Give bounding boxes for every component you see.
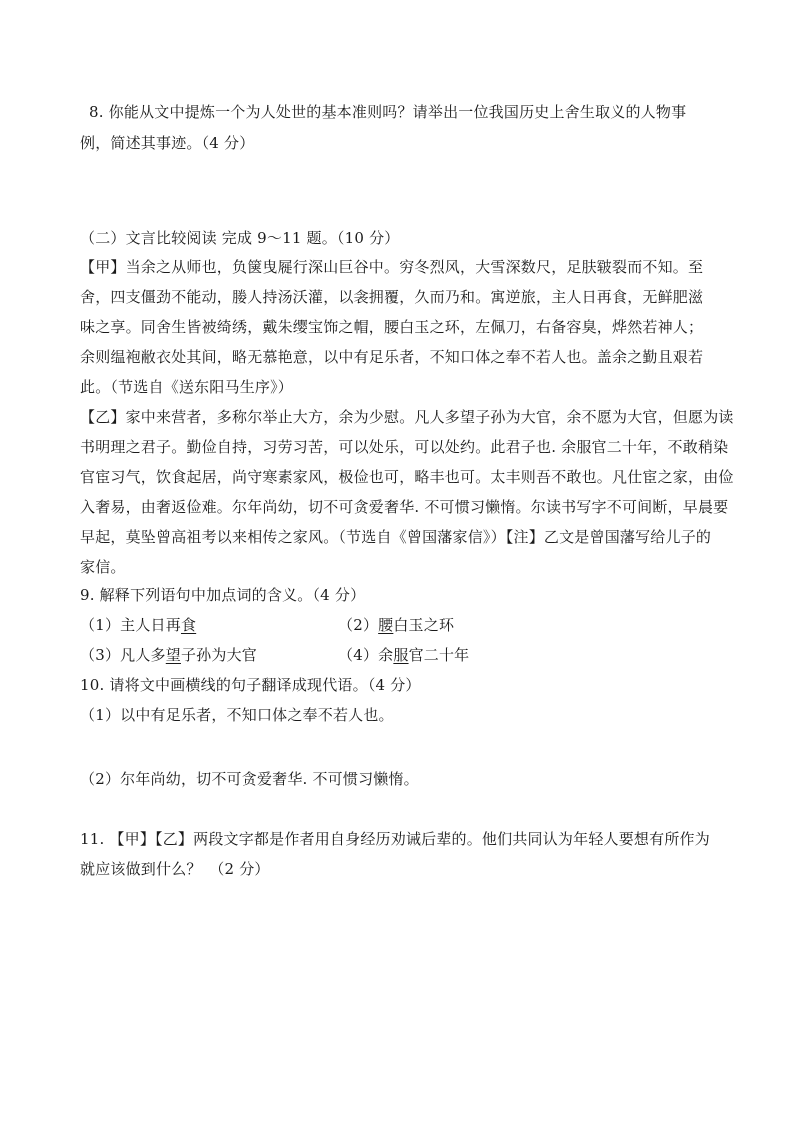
- passage-yi-line: 书明理之君子。勤俭自持，习劳习苦，可以处乐，可以处约。此君子也. 余服官二十年，不敢稍染: [80, 438, 729, 456]
- q9-item-post: 官二十年: [408, 646, 470, 664]
- q9-item-pre: 主人日再: [120, 616, 181, 634]
- section-heading: （二）文言比较阅读 完成 9～11 题。（10 分）: [80, 229, 400, 247]
- q9-key-word: 食: [180, 616, 197, 634]
- q9-row-2: [80, 644, 720, 666]
- q9-stem: 9. 解释下列语句中加点词的含义。（4 分）: [80, 586, 366, 604]
- passage-yi-line: 入奢易，由奢返俭难。尔年尚幼，切不可贪爱奢华. 不可惯习懒惰。尔读书写字不可间断，早晨要: [80, 498, 729, 516]
- q9-item-post: 白玉之环: [393, 616, 455, 634]
- q9-item-3: [80, 646, 257, 664]
- q9-item-2: [338, 614, 454, 636]
- q11-line-1: 11. 【甲】【乙】两段文字都是作者用自身经历劝诫后辈的。他们共同认为年轻人要想有所作为: [80, 830, 710, 848]
- passage-yi-line: 家信。: [80, 558, 126, 576]
- q9-item-num: （1）: [80, 616, 121, 634]
- q9-key-word: 服: [393, 646, 409, 664]
- passage-jia-line: 余则缊袍敝衣处其间，略无慕艳意，以中有足乐者，不知口体之奉不若人也。盖余之勤且艰若: [80, 348, 704, 366]
- q9-item-pre: 凡人多: [120, 646, 166, 664]
- passage-jia-line: 【甲】当余之从师也，负箧曳屣行深山巨谷中。穷冬烈风，大雪深数尺，足肤皲裂而不知。至: [80, 258, 704, 276]
- q9-item-4: [338, 644, 469, 666]
- passage-yi-line: 官宦习气，饮食起居，尚守寒素家风，极俭也可，略丰也可。太丰则吾不敢也。凡仕宦之家，由俭: [80, 468, 734, 486]
- passage-jia-line: 此。（节选自《送东阳马生序》）: [80, 378, 294, 396]
- passage-jia-line: 味之享。同舍生皆被绮绣，戴朱缨宝饰之帽，腰白玉之环，左佩刀，右备容臭，烨然若神人；: [80, 318, 704, 336]
- q10-item-2: （2）尔年尚幼，切不可贪爱奢华. 不可惯习懒惰。: [80, 770, 419, 788]
- q10-item-1: （1）以中有足乐者，不知口体之奉不若人也。: [80, 706, 394, 724]
- q9-key-word: 腰: [378, 616, 394, 634]
- q8-line-2: 例，简述其事迹。（4 分）: [80, 134, 255, 152]
- q8-line-1: 8. 你能从文中提炼一个为人处世的基本准则吗？请举出一位我国历史上舍生取义的人物事: [89, 103, 687, 121]
- q9-item-1: [80, 616, 196, 634]
- q9-item-num: （3）: [80, 646, 121, 664]
- q11-line-2: 就应该做到什么？ （2 分）: [80, 860, 270, 878]
- q9-item-num: （2）: [338, 616, 379, 634]
- q10-stem: 10. 请将文中画横线的句子翻译成现代语。（4 分）: [80, 676, 421, 694]
- q9-key-word: 望: [165, 646, 181, 664]
- q9-item-post: 子孙为大官: [180, 646, 257, 664]
- passage-yi-line: 早起，莫坠曾高祖考以来相传之家风。（节选自《曾国藩家信》）【注】乙文是曾国藩写给儿子的: [80, 528, 712, 546]
- q9-row-1: [80, 614, 720, 636]
- q9-item-num: （4）: [338, 646, 379, 664]
- passage-yi-line: 【乙】家中来营者，多称尔举止大方，余为少慰。凡人多望子孙为大官，余不愿为大官，但愿为读: [80, 408, 734, 426]
- q9-item-pre: 余: [378, 646, 394, 664]
- passage-jia-line: 舍，四支僵劲不能动，媵人持汤沃灌，以衾拥覆，久而乃和。寓逆旅，主人日再食，无鲜肥滋: [80, 288, 704, 306]
